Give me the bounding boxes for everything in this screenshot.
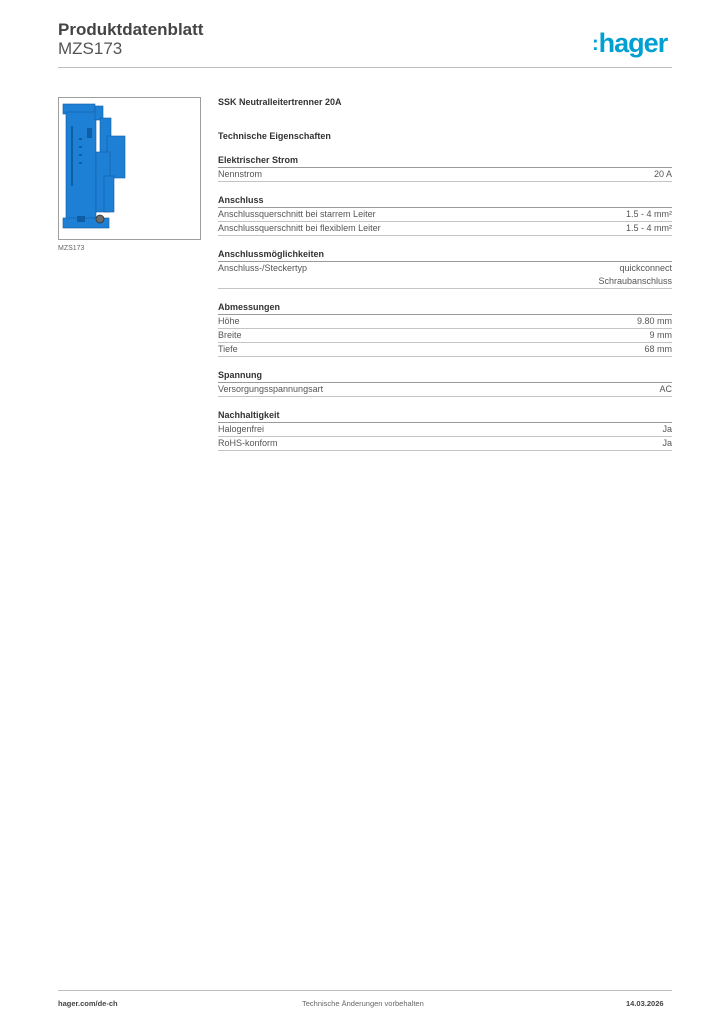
- property-value-line: 9.80 mm: [636, 316, 672, 326]
- section-heading: Anschluss: [218, 194, 672, 208]
- section-anschluss: [218, 194, 672, 236]
- property-value: [662, 437, 672, 450]
- property-label: Anschlussquerschnitt bei flexiblem Leiter: [218, 223, 381, 233]
- footer-date: 14.03.2026: [626, 999, 664, 1008]
- property-row: [218, 437, 672, 451]
- property-value: [637, 315, 672, 328]
- section-heading: Abmessungen: [218, 301, 672, 315]
- property-label: Versorgungsspannungsart: [218, 384, 324, 394]
- property-value: [654, 168, 672, 181]
- technical-properties-heading: Technische Eigenschaften: [218, 131, 331, 141]
- property-row: [218, 343, 672, 357]
- property-label: Breite: [218, 330, 242, 340]
- property-value: [644, 343, 672, 356]
- property-row: [218, 329, 672, 343]
- property-sections: [218, 154, 672, 451]
- property-row: [218, 315, 672, 329]
- document-title: Produktdatenblatt: [58, 20, 204, 39]
- property-value-line: 20 A: [653, 169, 672, 179]
- section-heading: Anschlussmöglichkeiten: [218, 248, 672, 262]
- property-row: [218, 208, 672, 222]
- product-title: SSK Neutralleitertrenner 20A: [218, 97, 342, 107]
- footer-disclaimer: Technische Änderungen vorbehalten: [302, 999, 424, 1008]
- property-value-line: Ja: [662, 424, 672, 434]
- property-value-line: 1.5 - 4 mm²: [625, 209, 672, 219]
- header-divider: [58, 67, 672, 68]
- section-nachhaltigkeit: [218, 409, 672, 451]
- product-image: [59, 98, 200, 239]
- property-value-line: Schraubanschluss: [598, 276, 672, 286]
- property-value: [650, 329, 673, 342]
- property-value-line: 1.5 - 4 mm²: [625, 223, 672, 233]
- property-label: Anschluss-/Steckertyp: [218, 263, 308, 273]
- footer-divider: [58, 990, 672, 991]
- property-value-line: AC: [659, 384, 672, 394]
- section-elektrischer-strom: [218, 154, 672, 182]
- section-spannung: [218, 369, 672, 397]
- section-heading: Elektrischer Strom: [218, 154, 672, 168]
- logo-colon-mark: :: [592, 33, 598, 55]
- product-image-frame: [58, 97, 201, 240]
- property-value: [598, 262, 672, 288]
- section-anschlussmoglichkeiten: [218, 248, 672, 289]
- property-label: Tiefe: [218, 344, 238, 354]
- article-number: MZS173: [58, 39, 123, 58]
- section-heading: Spannung: [218, 369, 672, 383]
- property-value: [662, 423, 672, 436]
- property-row: [218, 168, 672, 182]
- product-data: [218, 96, 672, 451]
- product-image-caption: MZS173: [58, 245, 85, 252]
- property-row: [218, 262, 672, 289]
- property-value: [626, 208, 672, 221]
- property-value-line: 9 mm: [649, 330, 672, 340]
- property-value: [626, 222, 672, 235]
- logo-text: hager: [598, 28, 668, 58]
- section-abmessungen: [218, 301, 672, 357]
- property-row: [218, 423, 672, 437]
- property-value: [659, 383, 672, 396]
- property-value-line: 68 mm: [644, 344, 672, 354]
- property-label: Nennstrom: [218, 169, 263, 179]
- property-value-line: Ja: [662, 438, 672, 448]
- property-row: [218, 222, 672, 236]
- property-row: [218, 383, 672, 397]
- section-heading: Nachhaltigkeit: [218, 409, 672, 423]
- property-label: Höhe: [218, 316, 240, 326]
- footer-website-link[interactable]: hager.com/de-ch: [58, 999, 118, 1008]
- property-value-line: quickconnect: [619, 263, 672, 273]
- hager-logo[interactable]: [592, 28, 667, 59]
- property-label: Halogenfrei: [218, 424, 265, 434]
- property-label: Anschlussquerschnitt bei starrem Leiter: [218, 209, 376, 219]
- property-label: RoHS-konform: [218, 438, 278, 448]
